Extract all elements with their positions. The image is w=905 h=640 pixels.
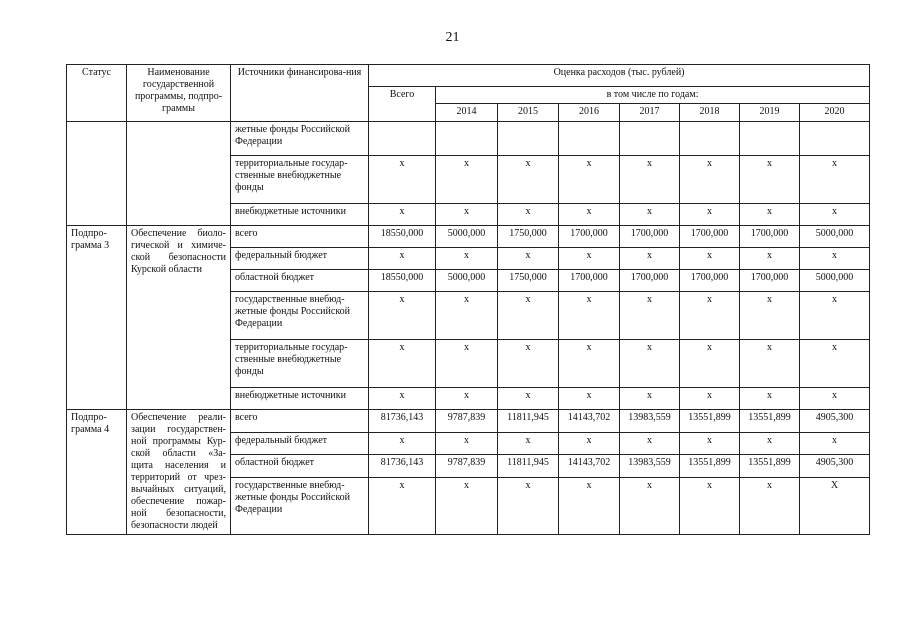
table-row	[67, 226, 870, 248]
value-year: 4905,300	[800, 410, 870, 433]
value-year: 5000,000	[436, 270, 498, 292]
value-year	[498, 122, 559, 156]
value-year: 13551,899	[740, 455, 800, 478]
value-year: x	[740, 248, 800, 270]
value-year: x	[740, 204, 800, 226]
value-total: x	[369, 432, 436, 455]
value-year: 14143,702	[559, 410, 620, 433]
header-total: Всего	[369, 87, 436, 122]
value-year: 1750,000	[498, 270, 559, 292]
value-year: x	[680, 204, 740, 226]
value-year	[620, 122, 680, 156]
value-year: x	[620, 388, 680, 410]
value-year: 1700,000	[620, 226, 680, 248]
table-row	[67, 122, 870, 156]
value-year: x	[559, 156, 620, 204]
value-year	[740, 122, 800, 156]
value-year: 1700,000	[740, 226, 800, 248]
value-total: 81736,143	[369, 455, 436, 478]
header-year: 2020	[800, 104, 870, 122]
value-year: x	[680, 477, 740, 534]
value-year: x	[740, 477, 800, 534]
value-year: x	[559, 388, 620, 410]
budget-table	[66, 64, 870, 535]
value-total	[369, 122, 436, 156]
header-year: 2015	[498, 104, 559, 122]
value-year: x	[559, 204, 620, 226]
funding-source: внебюджетные источники	[231, 388, 369, 410]
value-total: 81736,143	[369, 410, 436, 433]
value-year: x	[498, 340, 559, 388]
value-year: 13983,559	[620, 455, 680, 478]
value-year: x	[800, 248, 870, 270]
header-year: 2014	[436, 104, 498, 122]
header-year: 2019	[740, 104, 800, 122]
value-year: x	[620, 477, 680, 534]
value-year: 13551,899	[680, 455, 740, 478]
value-year: x	[740, 388, 800, 410]
value-total: x	[369, 340, 436, 388]
value-year: 4905,300	[800, 455, 870, 478]
value-year: 5000,000	[800, 270, 870, 292]
value-year: x	[498, 432, 559, 455]
header-expense-estimate: Оценка расходов (тыс. рублей)	[369, 65, 870, 87]
value-year: 11811,945	[498, 455, 559, 478]
value-year: x	[680, 432, 740, 455]
header-year: 2016	[559, 104, 620, 122]
funding-source: всего	[231, 410, 369, 433]
value-year: x	[620, 248, 680, 270]
subprogram-status: Подпро-грамма 3	[67, 226, 127, 410]
subprogram-name: Обеспечение реали-зации государствен-ной программы Кур-ской области «За-щита населения и территорий от чрез-вычайных ситуаций, обеспечение пожар-ной безопасности, безопасности людей	[127, 410, 231, 535]
subprogram-name: Обеспечение биоло-гической и химиче-ской безопасности Курской области	[127, 226, 231, 410]
value-year: x	[680, 388, 740, 410]
value-year: x	[620, 204, 680, 226]
funding-source: всего	[231, 226, 369, 248]
value-year: x	[498, 248, 559, 270]
value-year: 13983,559	[620, 410, 680, 433]
value-total: x	[369, 248, 436, 270]
value-year: x	[680, 156, 740, 204]
value-year: 1750,000	[498, 226, 559, 248]
value-year: 5000,000	[800, 226, 870, 248]
funding-source: жетные фонды Российской Федерации	[231, 122, 369, 156]
table-header	[67, 65, 870, 122]
subprogram-status	[67, 122, 127, 226]
value-year: x	[740, 432, 800, 455]
value-year: x	[498, 292, 559, 340]
value-year: x	[800, 156, 870, 204]
header-year: 2017	[620, 104, 680, 122]
value-year: 9787,839	[436, 410, 498, 433]
value-total: 18550,000	[369, 270, 436, 292]
value-year: x	[620, 156, 680, 204]
table-body	[67, 122, 870, 535]
value-year: x	[800, 432, 870, 455]
subprogram-name	[127, 122, 231, 226]
value-year: x	[436, 248, 498, 270]
funding-source: федеральный бюджет	[231, 248, 369, 270]
value-year: x	[498, 204, 559, 226]
value-year	[559, 122, 620, 156]
value-year: x	[436, 156, 498, 204]
value-year: x	[559, 340, 620, 388]
value-year: x	[740, 156, 800, 204]
value-year: 1700,000	[559, 270, 620, 292]
value-year: x	[740, 292, 800, 340]
value-total: x	[369, 388, 436, 410]
value-year: x	[680, 248, 740, 270]
value-total: x	[369, 156, 436, 204]
value-year: x	[498, 156, 559, 204]
value-year: 9787,839	[436, 455, 498, 478]
value-year: 1700,000	[680, 226, 740, 248]
value-total: x	[369, 204, 436, 226]
value-year: 1700,000	[680, 270, 740, 292]
value-year: x	[800, 292, 870, 340]
table-row	[67, 410, 870, 433]
funding-source: федеральный бюджет	[231, 432, 369, 455]
value-year	[680, 122, 740, 156]
funding-source: внебюджетные источники	[231, 204, 369, 226]
value-year: x	[436, 432, 498, 455]
value-year: x	[620, 340, 680, 388]
value-year: x	[436, 204, 498, 226]
funding-source: государственные внебюд-жетные фонды Российской Федерации	[231, 477, 369, 534]
value-year: x	[498, 477, 559, 534]
value-year: x	[740, 340, 800, 388]
value-year: x	[559, 292, 620, 340]
value-year: x	[436, 388, 498, 410]
value-year	[800, 122, 870, 156]
value-year: x	[680, 292, 740, 340]
value-year: x	[559, 248, 620, 270]
value-total: x	[369, 292, 436, 340]
funding-source: областной бюджет	[231, 270, 369, 292]
funding-source: территориальные государ-ственные внебюджетные фонды	[231, 156, 369, 204]
value-year	[436, 122, 498, 156]
value-year: 14143,702	[559, 455, 620, 478]
header-funding-source: Источники финансирова-ния	[231, 65, 369, 122]
value-year: x	[620, 432, 680, 455]
funding-source: государственные внебюд-жетные фонды Российской Федерации	[231, 292, 369, 340]
value-year: x	[559, 477, 620, 534]
value-year: 1700,000	[559, 226, 620, 248]
value-year: 1700,000	[740, 270, 800, 292]
value-year: x	[620, 292, 680, 340]
header-status: Статус	[67, 65, 127, 122]
value-total: x	[369, 477, 436, 534]
value-year: x	[800, 340, 870, 388]
funding-source: областной бюджет	[231, 455, 369, 478]
header-by-years: в том числе по годам:	[436, 87, 870, 104]
value-year: x	[436, 292, 498, 340]
value-total: 18550,000	[369, 226, 436, 248]
value-year: 11811,945	[498, 410, 559, 433]
value-year: x	[800, 204, 870, 226]
value-year: 5000,000	[436, 226, 498, 248]
value-year: x	[498, 388, 559, 410]
value-year: 13551,899	[740, 410, 800, 433]
value-year: X	[800, 477, 870, 534]
subprogram-status: Подпро-грамма 4	[67, 410, 127, 535]
funding-source: территориальные государ-ственные внебюджетные фонды	[231, 340, 369, 388]
value-year: x	[436, 340, 498, 388]
page-number: 21	[445, 30, 460, 45]
value-year: x	[680, 340, 740, 388]
value-year: 1700,000	[620, 270, 680, 292]
value-year: 13551,899	[680, 410, 740, 433]
value-year: x	[800, 388, 870, 410]
value-year: x	[436, 477, 498, 534]
value-year: x	[559, 432, 620, 455]
header-program-name: Наименование государственной программы, подпро-граммы	[127, 65, 231, 122]
header-year: 2018	[680, 104, 740, 122]
